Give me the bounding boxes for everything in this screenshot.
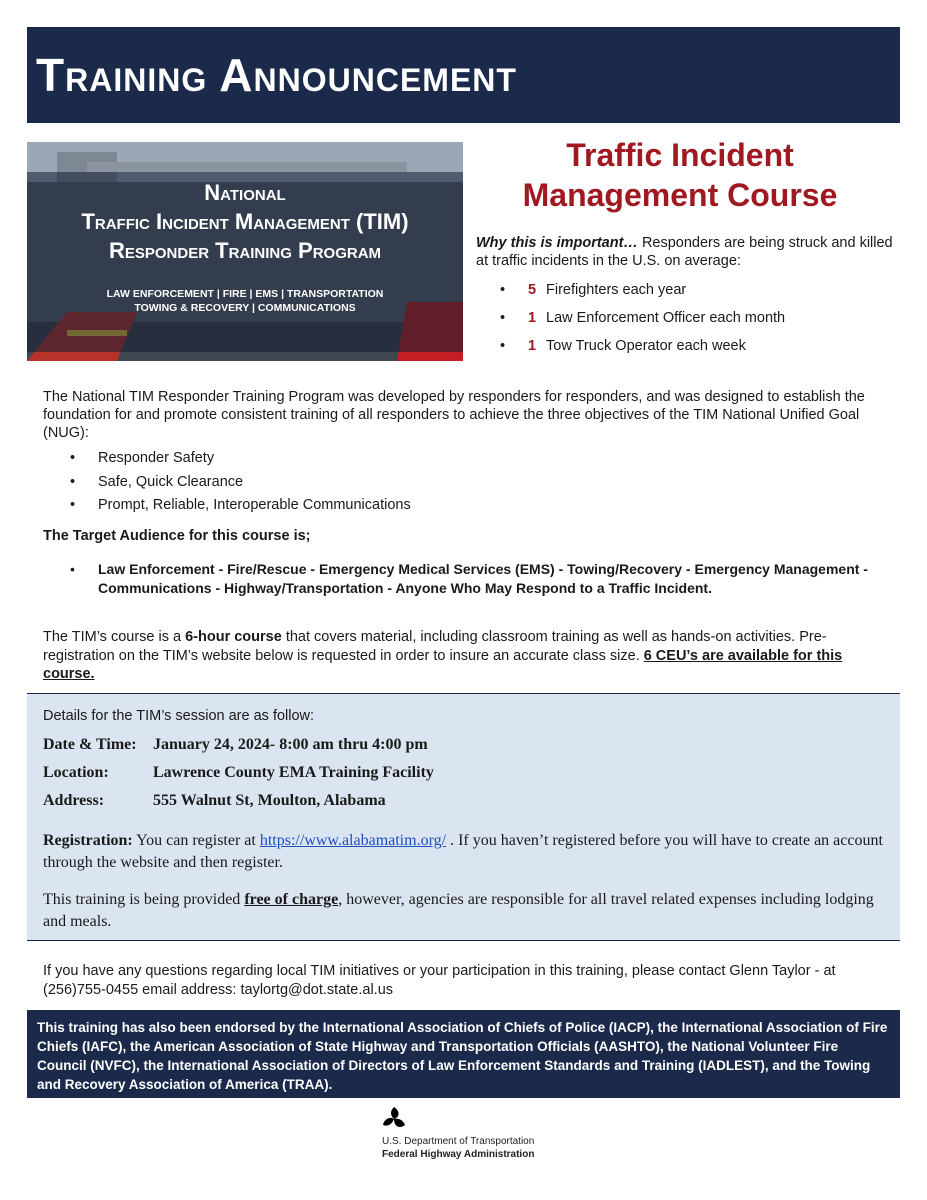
objectives-list (70, 448, 411, 519)
course-title (470, 135, 890, 215)
bullet-icon: • (500, 338, 506, 354)
course-title-line2: Management Course (522, 177, 838, 213)
usdot-triskelion-logo-icon (380, 1105, 408, 1133)
free-text1: This training is being provided (43, 891, 245, 908)
course-description (43, 628, 893, 684)
objective-text: Safe, Quick Clearance (98, 473, 244, 490)
stat-text: Firefighters each year (546, 282, 687, 298)
bullet-icon: • (70, 450, 76, 466)
free-of-charge: free of charge (244, 891, 339, 908)
bullet-icon: • (500, 310, 506, 326)
hero-title-line1: National (204, 180, 286, 205)
endorsement-text: This training has also been endorsed by the International Association of Chiefs of Police (IACP), the International Association of Fire Chiefs (IAFC), the American Association of State Highway and Transportation Officials (AASHTO), the National Volunteer Fire Council (NVFC), the International Association of Directors of Law Enforcement Standards and Training (IADLEST), and the Towing and Recovery Association of America (TRAA). (37, 1020, 888, 1092)
list-item (500, 336, 785, 364)
date-time-row (43, 736, 428, 754)
objective-text: Prompt, Reliable, Interoperable Communications (98, 497, 411, 513)
stat-text: Tow Truck Operator each week (546, 338, 746, 354)
list-item (500, 280, 785, 308)
stat-number: 5 (528, 282, 537, 298)
registration-label: Registration: (43, 832, 133, 849)
audience-list (70, 560, 880, 597)
why-lead: Why this is important… (476, 235, 638, 251)
stat-text: Law Enforcement Officer each month (546, 310, 786, 326)
announcement-banner (27, 27, 900, 123)
bullet-icon: • (70, 497, 76, 513)
free-of-charge-note (43, 889, 883, 933)
hero-image (27, 142, 463, 361)
banner-title: Training Announcement (36, 49, 517, 101)
list-item (70, 448, 411, 472)
course-duration: 6-hour course (185, 629, 282, 645)
registration-text1: You can register at (132, 832, 260, 849)
registration-info (43, 830, 883, 874)
address-label: Address: (43, 792, 105, 809)
location-row (43, 764, 434, 782)
contact-info: If you have any questions regarding local TIM initiatives or your participation in this training, please contact Glenn Taylor - at (256)755-0455 email address: taylortg@dot.state.al.us (43, 963, 836, 998)
course-desc-part2: that covers material, including classroom training as well as hands-on activities. Pre-registration on the TIM’s website below is requested in order to insure an accurate class size. (43, 629, 827, 664)
address-row (43, 792, 386, 810)
registration-link[interactable]: https://www.alabamatim.org/ (259, 832, 447, 849)
hero-subtitle-line1: LAW ENFORCEMENT | FIRE | EMS | TRANSPORTATION (106, 288, 384, 300)
audience-text: Law Enforcement - Fire/Rescue - Emergency Medical Services (EMS) - Towing/Recovery - Emergency Management - Communications - Highway/Transportation - Anyone Who May Respond to a Traffic Incident. (98, 561, 868, 596)
why-text: Responders are being struck and killed at traffic incidents in the U.S. on average: (476, 235, 893, 269)
list-item (70, 472, 411, 496)
session-details-panel (27, 693, 900, 941)
audience-heading: The Target Audience for this course is; (43, 528, 311, 544)
course-title-line1: Traffic Incident (566, 137, 794, 173)
stat-number: 1 (528, 310, 537, 326)
date-label: Date & Time: (43, 736, 137, 753)
bullet-icon: • (70, 561, 75, 577)
ceu-note: 6 CEU’s are available for this course. (43, 647, 843, 682)
footer-agency: Federal Highway Administration (382, 1149, 535, 1160)
list-item (500, 308, 785, 336)
fatality-stats-list (500, 280, 785, 364)
course-desc-part1: The TIM’s course is a (43, 629, 186, 645)
list-item (70, 495, 411, 519)
hero-subtitle-line2: TOWING & RECOVERY | COMMUNICATIONS (134, 302, 356, 314)
address-value: 555 Walnut St, Moulton, Alabama (153, 792, 386, 809)
registration-text2: . If you haven’t registered before you will have to create an account through the website and then register. (43, 832, 883, 871)
why-important (476, 234, 896, 270)
location-label: Location: (43, 764, 109, 781)
details-intro: Details for the TIM’s session are as follow: (43, 708, 315, 724)
date-value: January 24, 2024- 8:00 am thru 4:00 pm (153, 736, 428, 753)
stat-number: 1 (528, 338, 537, 354)
endorsement-banner (27, 1010, 900, 1098)
free-text2: , however, agencies are responsible for all travel related expenses including lodging and meals. (43, 891, 874, 930)
hero-title-line3: Responder Training Program (108, 238, 382, 263)
location-value: Lawrence County EMA Training Facility (153, 764, 434, 781)
footer-dept: U.S. Department of Transportation (382, 1136, 535, 1147)
program-intro: The National TIM Responder Training Program was developed by responders for responders, and was designed to establish the foundation for and promote consistent training of all responders to achieve the three objectives of the TIM National Unified Goal (NUG): (43, 389, 865, 441)
hero-title-line2: Traffic Incident Management (TIM) (81, 209, 409, 234)
bullet-icon: • (500, 282, 506, 298)
bullet-icon: • (70, 473, 76, 490)
objective-text: Responder Safety (98, 450, 215, 466)
